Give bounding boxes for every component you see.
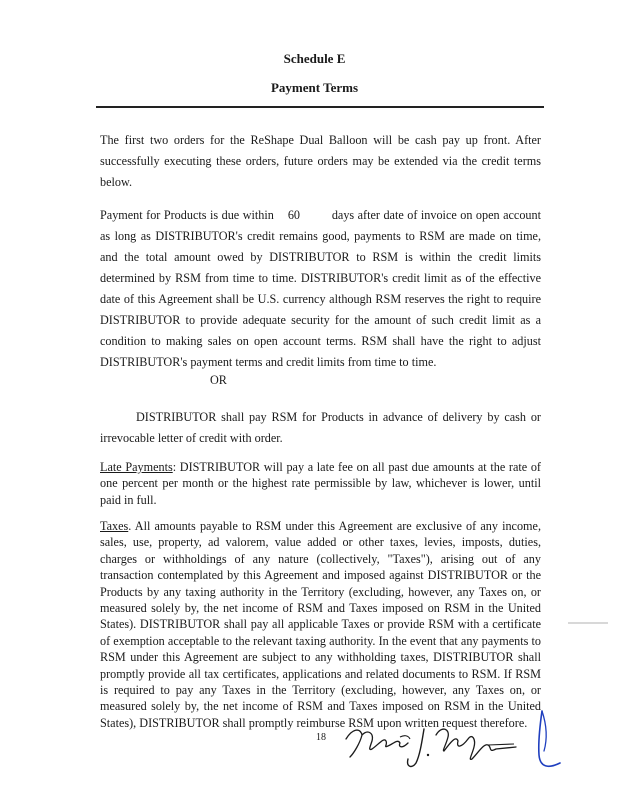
handwritten-signature [338, 715, 523, 775]
late-payments-text: : DISTRIBUTOR will pay a late fee on all past due amounts at the rate of one percent per month or the highest rate permissible by law, whichever is lower, until paid in full. [100, 460, 541, 507]
paragraph-late-payments [100, 459, 541, 508]
paragraph-credit-terms [100, 205, 541, 373]
or-separator: OR [210, 373, 227, 387]
payment-days-value: 60 [287, 208, 300, 222]
page-number: 18 [316, 732, 326, 743]
paragraph-cash-terms: The first two orders for the ReShape Dual Balloon will be cash pay up front. After successfully executing these orders, future orders may be extended via the credit terms below. [100, 133, 541, 189]
schedule-title: Schedule E [283, 51, 346, 66]
advance-payment-text: DISTRIBUTOR shall pay RSM for Products in advance of delivery by cash or irrevocable letter of credit with order. [100, 410, 541, 445]
credit-terms-body: days after date of invoice on open account as long as DISTRIBUTOR's credit remains good, payments to RSM are made on time, and the total amount owed by DISTRIBUTOR to RSM is within the credit limits determined by RSM from time to time. DISTRIBUTOR's credit limit as of the effective date of this Agreement shall be U.S. currency although RSM reserves the right to require DISTRIBUTOR to provide adequate security for the amount of such credit limit as a condition to making sales on open account terms. RSM shall have the right to adjust DISTRIBUTOR's payment terms and credit limits from time to time. [100, 208, 542, 369]
credit-terms-lead: Payment for Products is due within [100, 208, 274, 222]
section-title: Payment Terms [270, 80, 359, 95]
taxes-heading: Taxes [100, 519, 129, 533]
paragraph-taxes [100, 518, 541, 731]
margin-mark [568, 622, 608, 624]
title-divider [96, 106, 544, 108]
late-payments-heading: Late Payments [100, 460, 173, 474]
taxes-text: . All amounts payable to RSM under this Agreement are exclusive of any income, sales, use, property, ad valorem, value added or other taxes, levies, imposts, duties, charges or withholdings of any nature (collectively, "Taxes"), arising out of any transaction contemplated by this Agreement and imposed against DISTRIBUTOR or the Products by any taxing authority in the Territory (excluding, however, any Taxes on, or measured solely by, the net income of RSM and Taxes imposed on RSM in the United States). DISTRIBUTOR shall pay all applicable Taxes or provide RSM with a certificate of exemption acceptable to the relevant taxing authority. In the event that any payments to RSM under this Agreement are subject to any withholding taxes, DISTRIBUTOR shall promptly provide all tax certificates, applications and related documents to RSM. If RSM is required to pay any Taxes in the Territory (excluding, however, any Taxes on, or measured solely by, the net income of RSM and Taxes imposed on RSM in the United States), DISTRIBUTOR shall promptly reimburse RSM upon written request therefore. [100, 519, 541, 730]
handwritten-initials [530, 705, 570, 775]
paragraph-advance-payment [100, 407, 541, 449]
